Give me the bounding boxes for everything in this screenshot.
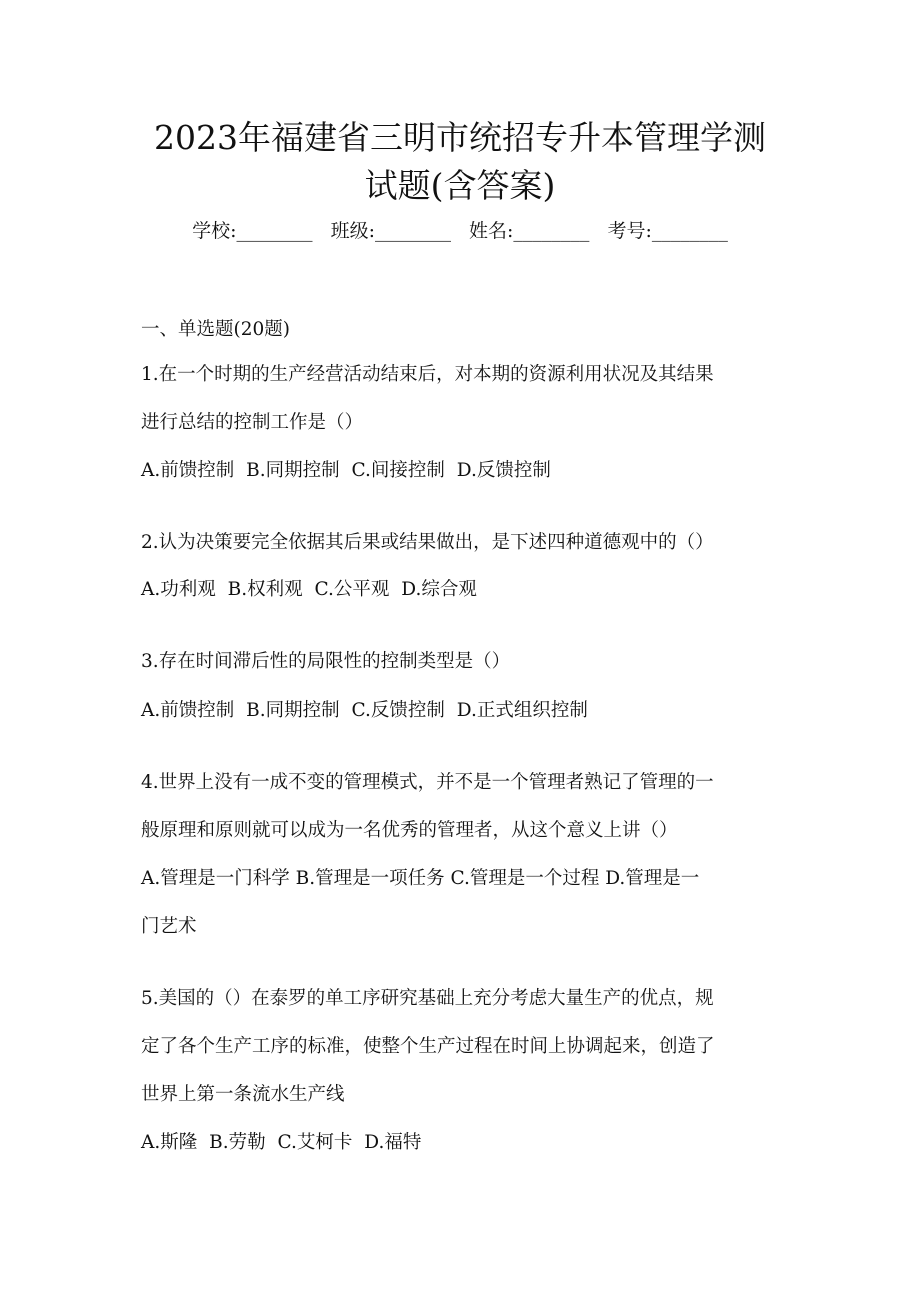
question-5-option-a: A.斯隆	[141, 1132, 198, 1153]
student-info-fields	[120, 218, 800, 244]
question-5-stem-line-2: 定了各个生产工序的标准，使整个生产过程在时间上协调起来，创造了	[141, 1036, 715, 1057]
question-2-option-d: D.综合观	[401, 579, 477, 600]
question-2-options	[141, 576, 791, 604]
name-field: 姓名:________	[469, 220, 590, 242]
question-1-stem-line-1: 1.在一个时期的生产经营活动结束后，对本期的资源利用状况及其结果	[141, 364, 714, 385]
class-field: 班级:________	[330, 220, 451, 242]
question-3-option-c: C.反馈控制	[351, 700, 445, 721]
question-2-option-a: A.功利观	[141, 579, 216, 600]
question-4-options-line-1: A.管理是一门科学 B.管理是一项任务 C.管理是一个过程 D.管理是一	[141, 868, 700, 889]
question-4-options-line-2: 门艺术	[141, 916, 197, 937]
document-title-line-2: 试题(含答案)	[364, 166, 556, 205]
question-5-stem-line-3: 世界上第一条流水生产线	[141, 1084, 345, 1105]
question-3-options	[141, 697, 791, 725]
question-1-option-d: D.反馈控制	[456, 460, 551, 481]
question-3-stem-line-1: 3.存在时间滞后性的局限性的控制类型是（）	[141, 651, 511, 672]
question-1-option-b: B.同期控制	[246, 460, 340, 481]
question-2-option-c: C.公平观	[314, 579, 390, 600]
question-1-options	[141, 457, 791, 485]
question-5-stem-line-1: 5.美国的（）在泰罗的单工序研究基础上充分考虑大量生产的优点，规	[141, 988, 714, 1009]
question-1-option-a: A.前馈控制	[141, 460, 235, 481]
question-5-option-c: C.艾柯卡	[277, 1132, 353, 1153]
question-4-stem-line-2: 般原理和原则就可以成为一名优秀的管理者，从这个意义上讲（）	[141, 820, 678, 841]
exam-number-field: 考号:________	[607, 220, 728, 242]
question-1-option-c: C.间接控制	[351, 460, 445, 481]
section-heading: 一、单选题(20题)	[141, 319, 290, 340]
question-3-option-a: A.前馈控制	[141, 700, 235, 721]
question-3-option-d: D.正式组织控制	[456, 700, 588, 721]
question-5-options	[141, 1129, 791, 1157]
question-5-option-b: B.劳勒	[209, 1132, 266, 1153]
question-1-stem-line-2: 进行总结的控制工作是（）	[141, 412, 364, 433]
question-5-option-d: D.福特	[364, 1132, 422, 1153]
question-2-stem-line-1: 2.认为决策要完全依据其后果或结果做出，是下述四种道德观中的（）	[141, 532, 714, 553]
question-3-option-b: B.同期控制	[246, 700, 340, 721]
school-field: 学校:________	[192, 220, 313, 242]
question-4-stem-line-1: 4.世界上没有一成不变的管理模式，并不是一个管理者熟记了管理的一	[141, 772, 714, 793]
question-2-option-b: B.权利观	[227, 579, 303, 600]
document-title-line-1: 2023年福建省三明市统招专升本管理学测	[154, 118, 766, 157]
